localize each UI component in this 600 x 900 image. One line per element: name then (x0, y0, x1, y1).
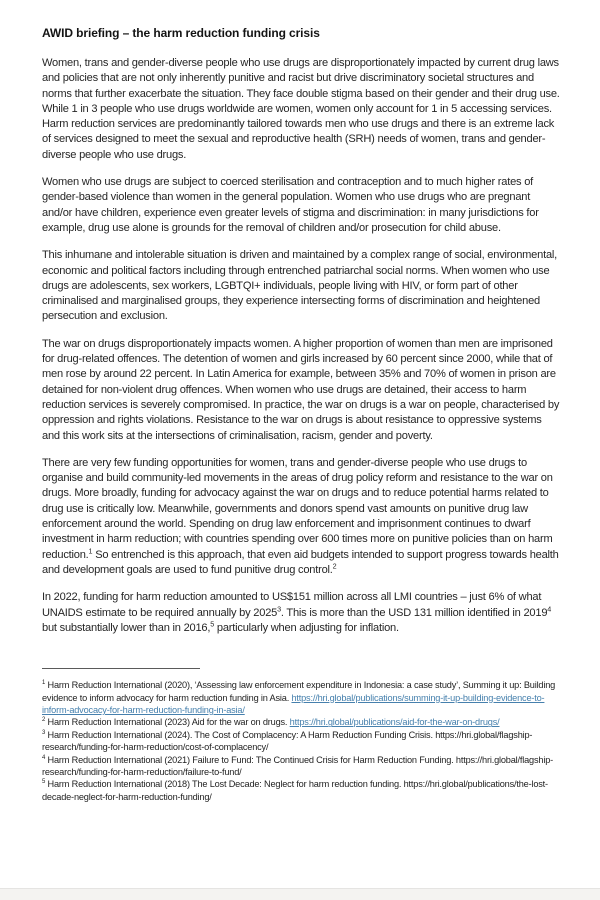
footnote-link[interactable]: https://hri.global/publications/summing-it-up-building-evidence-to-inform-advocacy-for-harm-reduction-funding-in-asia/ (42, 692, 545, 715)
footnote: $^2$ Harm Reduction International (2023) Aid for the war on drugs. https://hri.global/publications/aid-for-the-war-on-drugs/ (42, 717, 500, 728)
footnote-ref: 1 (88, 545, 93, 555)
footnote-marker: 1 (42, 680, 46, 687)
footnote-marker: 3 (42, 729, 46, 736)
footnote-separator (42, 668, 200, 669)
body-paragraphs (42, 56, 560, 636)
footnote: $^5$ Harm Reduction International (2018) The Lost Decade: Neglect for harm reduction funding. https://hri.global/publications/the-lost-decade-neglect-for-harm-reduction-funding/ (42, 779, 548, 802)
footnote-link[interactable]: https://hri.global/publications/aid-for-the-war-on-drugs/ (289, 717, 500, 728)
paragraph: Women who use drugs are subject to coerced sterilisation and contraception and to much higher rates of gender-based violence than women in the general population. Women who use drugs who are pregnant and/or have children, experience even greater levels of stigma and discrimination: in many jurisdictions for example, drug use alone is grounds for the removal of children and/or prosecution for child abuse. (42, 176, 539, 234)
paragraph: Women, trans and gender-diverse people who use drugs are disproportionately impacted by current drug laws and policies that are not only inherently punitive and racist but drive discriminatory societal structures and norms that further exacerbate the situation. They face double stigma based on their gender and their drug use. While 1 in 3 people who use drugs worldwide are women, women only account for 1 in 5 accessing services. Harm reduction services are predominantly tailored towards men who use drugs and there is an extreme lack of services designed to meet the sexual and reproductive health (SRH) needs of women, trans and gender-diverse people who use drugs. (42, 57, 560, 161)
footnote-marker: 4 (42, 754, 46, 761)
page-title: AWID briefing – the harm reduction funding crisis (42, 26, 320, 40)
paragraph: There are very few funding opportunities for women, trans and gender-diverse people who use drugs to organise and build community-led movements in the areas of drug policy reform and resistance to the war on drugs. More broadly, funding for advocacy against the war on drugs and to reduce potential harms related to drug use is critically low. Meanwhile, governments and donors spend vast amounts on punitive drug law enforcement around the world. Spending on drug law enforcement and imprisonment continues to dwarf investment in harm reduction; with countries spending over 600 times more on punitive policies than on harm reduction.$^1$ So entrenched is this approach, that even aid budgets intended to support progress towards health and development goals are used to fund punitive drug control.$^2$ (42, 456, 559, 576)
page-bottom-edge (0, 888, 600, 900)
footnote-ref: 2 (332, 561, 337, 571)
paragraph: This inhumane and intolerable situation is driven and maintained by a complex range of social, environmental, economic and political factors including through entrenched patriarchal social norms. When women who use drugs are adolescents, sex workers, LGBTQI+ individuals, people living with HIV, or form part of other criminalised and marginalised groups, they experience intersecting forms of discrimination and heightened persecution and exclusion. (42, 249, 557, 323)
paragraph: In 2022, funding for harm reduction amounted to US$151 million across all LMI countries – just 6% of what UNAIDS estimate to be required annually by 2025$^3$. This is more than the USD 131 million identified in 2019$^4$ but substantially lower than in 2016,$^5$ particularly when adjusting for inflation. (42, 591, 552, 634)
footnote: $^1$ Harm Reduction International (2020), ‘Assessing law enforcement expenditure in Indonesia: a case study’, Summing it up: Building evidence to inform advocacy for harm reduction funding in Asia. https://hri.global/publications/summing-it-up-building-evidence-to-inform-advocacy-for-harm-reduction-funding-in-asia/ (42, 680, 556, 715)
footnote-marker: 2 (42, 717, 46, 724)
footnote-marker: 5 (42, 779, 46, 786)
footnote-ref: 4 (547, 603, 552, 613)
footnote: $^4$ Harm Reduction International (2021) Failure to Fund: The Continued Crisis for Harm Reduction Funding. https://hri.global/flagship-research/funding-for-harm-reduction/failure-to-fund/ (42, 754, 554, 777)
footnote-ref: 5 (210, 619, 215, 629)
footnotes-list (42, 679, 560, 803)
paragraph: The war on drugs disproportionately impacts women. A higher proportion of women than men are imprisoned for drug-related offences. The detention of women and girls increased by 60 percent since 2000, while that of men rose by around 22 percent. In Latin America for example, between 35% and 70% of women in prison are detained for non-violent drug offences. When women who use drugs are detained, their access to harm reduction services is severely compromised. In practice, the war on drugs is a war on people, characterised by oppression and rights violations. Resistance to the war on drugs is about resistance to oppressive systems and this work sits at the intersections of criminalisation, racism, gender and poverty. (42, 337, 560, 442)
footnote-ref: 3 (277, 603, 281, 613)
footnote: $^3$ Harm Reduction International (2024). The Cost of Complacency: A Harm Reduction Funding Crisis. https://hri.global/flagship-research/funding-for-harm-reduction/cost-of-complacency/ (42, 729, 533, 753)
